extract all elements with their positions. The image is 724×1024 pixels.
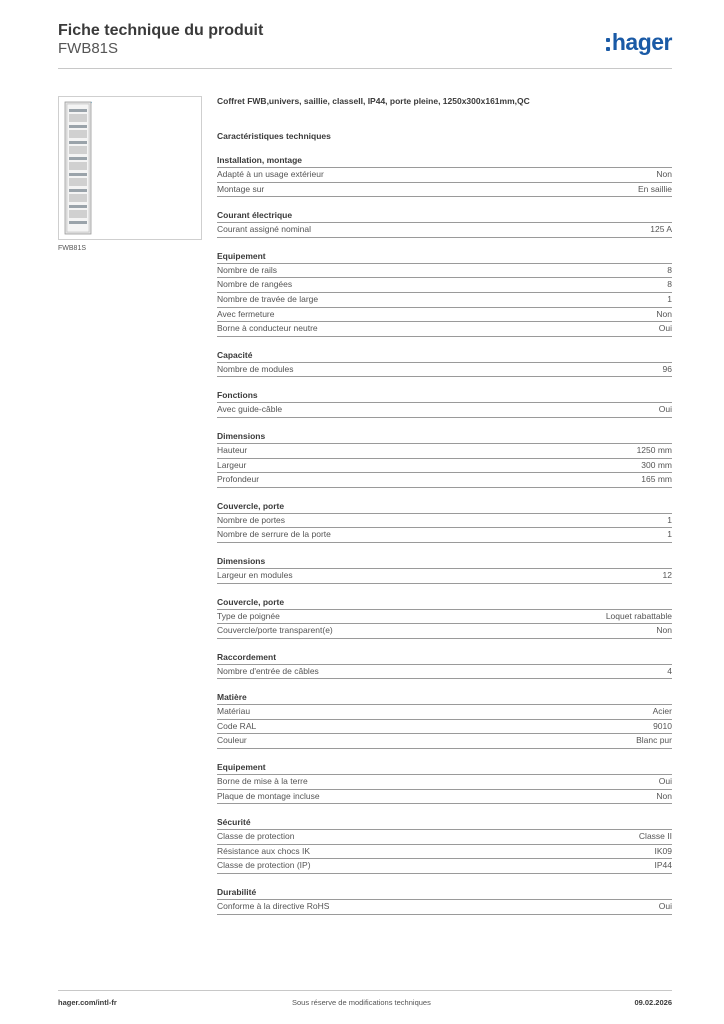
spec-section [217,651,672,680]
spec-row [217,790,672,805]
spec-value: 8 [667,264,672,275]
section-title: Durabilité [217,886,672,900]
spec-label: Conforme à la directive RoHS [217,901,330,912]
spec-label: Nombre d'entrée de câbles [217,665,319,676]
spec-value: Loquet rabattable [605,610,672,621]
spec-label: Largeur [217,459,247,470]
section-title: Dimensions [217,430,672,444]
spec-row [217,830,672,845]
spec-row [217,308,672,323]
spec-value: Oui [658,776,672,787]
section-title: Couvercle, porte [217,596,672,610]
spec-label: Montage sur [217,183,265,194]
section-title: Installation, montage [217,154,672,168]
spec-label: Profondeur [217,474,260,485]
spec-label: Nombre de serrure de la porte [217,529,331,540]
spec-label: Nombre de travée de large [217,293,319,304]
spec-value: 12 [662,569,672,580]
section-title: Courant électrique [217,209,672,223]
spec-row [217,223,672,238]
footer-website: hager.com/intl-fr [58,998,117,1007]
spec-label: Avec guide-câble [217,404,283,415]
spec-value: IP44 [654,860,672,871]
spec-row [217,459,672,474]
spec-value: Oui [658,404,672,415]
spec-row [217,720,672,735]
spec-value: 96 [662,363,672,374]
spec-label: Nombre de rangées [217,279,293,290]
spec-section [217,430,672,488]
spec-section [217,816,672,874]
spec-label: Couleur [217,735,247,746]
spec-label: Nombre de rails [217,264,277,275]
spec-row [217,444,672,459]
spec-row [217,734,672,749]
cabinet-illustration-icon [64,101,92,235]
section-title: Dimensions [217,555,672,569]
spec-row [217,183,672,198]
page-footer [58,994,672,1008]
spec-section [217,209,672,238]
spec-value: 1 [667,293,672,304]
header-divider [58,68,672,69]
spec-label: Code RAL [217,720,257,731]
spec-value: 4 [667,665,672,676]
spec-section [217,596,672,639]
spec-label: Résistance aux chocs IK [217,845,311,856]
spec-value: 165 mm [641,474,672,485]
spec-label: Avec fermeture [217,308,275,319]
page-header [58,22,672,70]
spec-label: Hauteur [217,444,248,455]
spec-value: Blanc pur [636,735,672,746]
spec-row [217,322,672,337]
section-title: Sécurité [217,816,672,830]
spec-label: Plaque de montage incluse [217,790,320,801]
spec-label: Classe de protection (IP) [217,860,311,871]
spec-value: Non [656,169,672,179]
spec-label: Courant assigné nominal [217,224,312,235]
spec-value: 8 [667,279,672,290]
spec-row [217,514,672,529]
spec-row [217,624,672,639]
spec-row [217,403,672,418]
product-reference: FWB81S [58,40,119,57]
section-title: Capacité [217,349,672,363]
section-title: Equipement [217,761,672,775]
spec-value: 1 [667,514,672,525]
spec-value: 300 mm [641,459,672,470]
footer-divider [58,990,672,991]
spec-row [217,293,672,308]
footer-disclaimer: Sous réserve de modifications techniques [292,998,431,1007]
spec-value: 125 A [650,224,672,235]
spec-section [217,691,672,749]
spec-label: Type de poignée [217,610,280,621]
section-title: Matière [217,691,672,705]
spec-value: En saillie [637,183,672,194]
spec-row [217,775,672,790]
spec-section [217,349,672,378]
spec-label: Nombre de modules [217,363,294,374]
spec-row [217,859,672,874]
spec-label: Borne de mise à la terre [217,776,308,787]
spec-sections [217,154,672,915]
spec-row [217,363,672,378]
product-image [58,96,202,240]
spec-label: Classe de protection [217,831,295,842]
section-title: Raccordement [217,651,672,665]
spec-row [217,845,672,860]
footer-date: 09.02.2026 [634,998,672,1007]
specs-title: Caractéristiques techniques [217,131,331,141]
spec-row [217,610,672,625]
logo-colon-icon [606,38,610,51]
spec-row [217,528,672,543]
spec-value: IK09 [654,845,672,856]
spec-label: Nombre de portes [217,514,286,525]
spec-row [217,473,672,488]
spec-value: Non [656,308,672,319]
spec-row [217,168,672,183]
section-title: Couvercle, porte [217,500,672,514]
spec-label: Largeur en modules [217,569,293,580]
spec-row [217,900,672,915]
product-description: Coffret FWB,univers, saillie, classeII, IP44, porte pleine, 1250x300x161mm,QC [217,96,530,106]
document-title: Fiche technique du produit [58,22,264,39]
logo-text: hager [611,28,672,55]
product-image-caption: FWB81S [58,245,87,252]
spec-row [217,705,672,720]
spec-value: Non [656,625,672,636]
spec-label: Adapté à un usage extérieur [217,169,324,179]
spec-value: 9010 [653,720,672,731]
spec-label: Borne à conducteur neutre [217,323,318,334]
spec-section [217,154,672,197]
spec-row [217,665,672,680]
spec-value: Oui [658,901,672,912]
spec-value: 1250 mm [636,444,672,455]
spec-value: Non [656,790,672,801]
spec-section [217,500,672,543]
spec-section [217,250,672,337]
spec-label: Couvercle/porte transparent(e) [217,625,333,636]
spec-row [217,264,672,279]
spec-row [217,278,672,293]
product-specs [217,96,672,915]
spec-label: Matériau [217,706,251,717]
spec-row [217,569,672,584]
hager-logo [606,28,672,56]
spec-section [217,555,672,584]
spec-value: Acier [652,706,672,717]
spec-section [217,886,672,915]
spec-section [217,761,672,804]
spec-section [217,389,672,418]
spec-value: 1 [667,529,672,540]
spec-value: Classe II [638,831,672,842]
section-title: Fonctions [217,389,672,403]
spec-value: Oui [658,323,672,334]
section-title: Equipement [217,250,672,264]
